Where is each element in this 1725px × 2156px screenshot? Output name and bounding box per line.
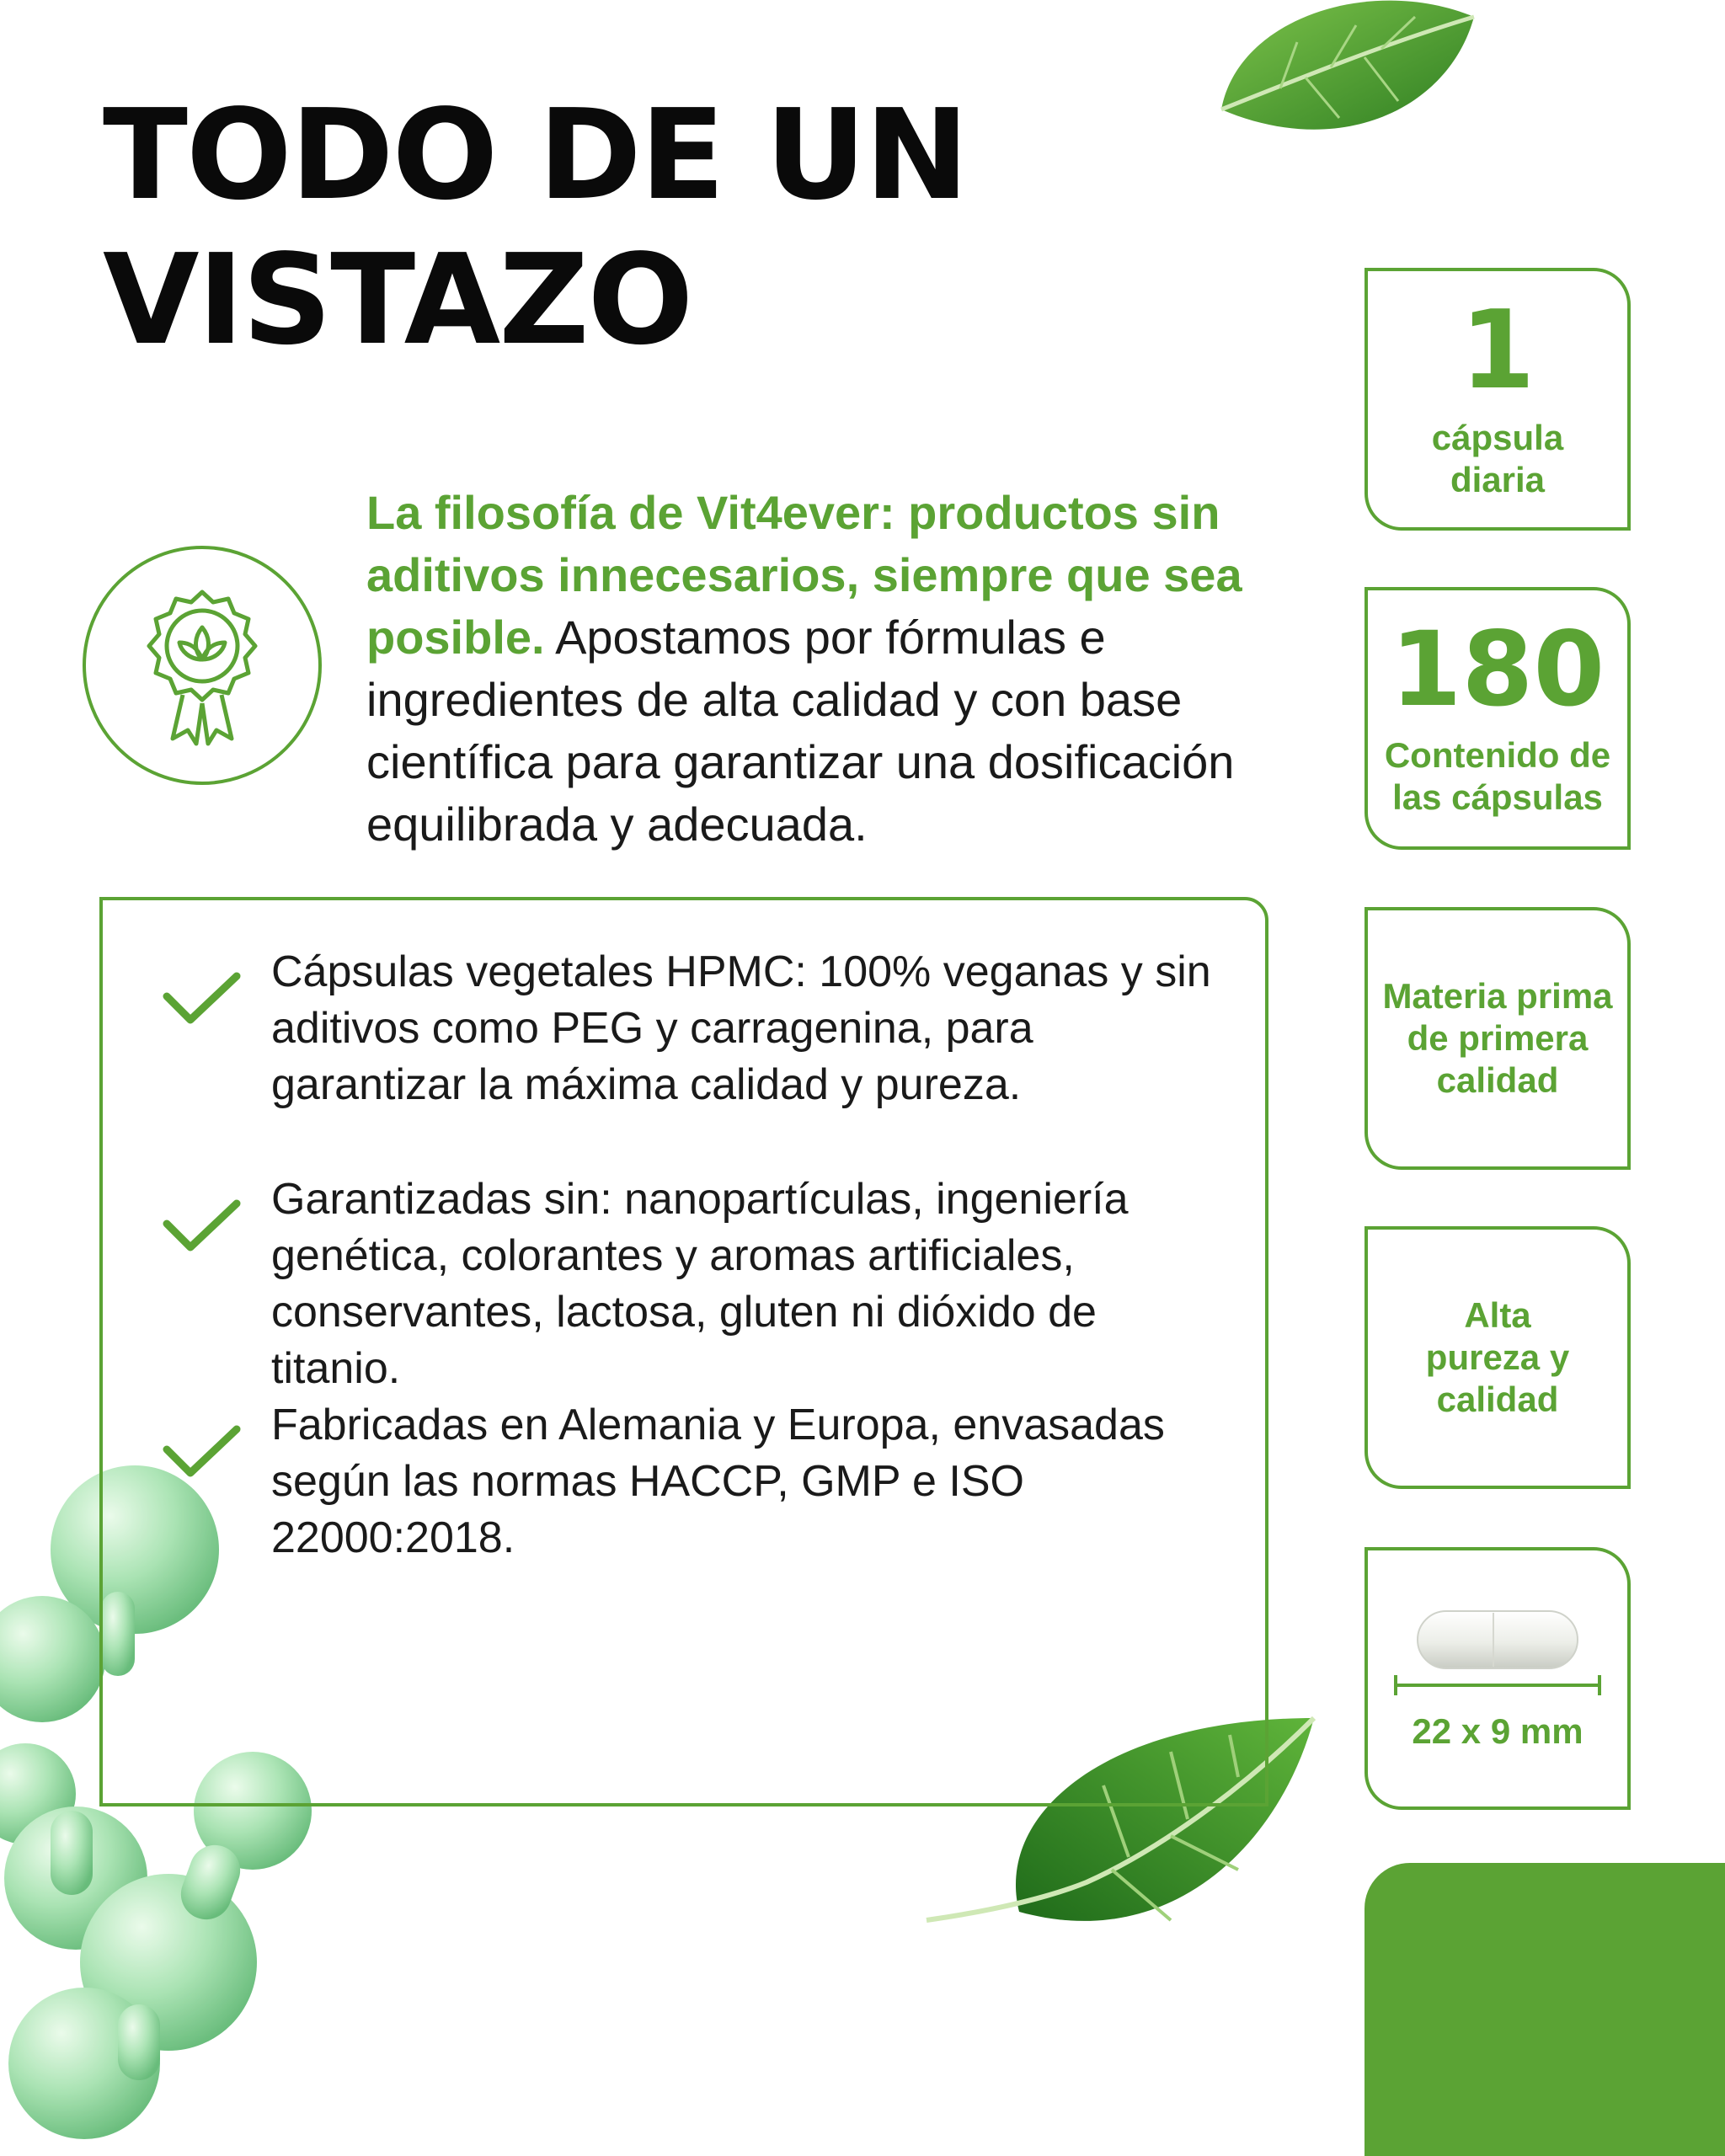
- features-box: [99, 897, 1268, 1806]
- stat-label: Contenido de las cápsulas: [1384, 735, 1611, 817]
- stat-label: 22 x 9 mm: [1412, 1711, 1583, 1751]
- check-icon: [162, 1422, 242, 1481]
- feature-text: Garantizadas sin: nanopartículas, ingeniería genética, colorantes y aromas artificiales, conservantes, lactosa, gluten ni dióxido de titanio.: [271, 1175, 1129, 1393]
- capsule-icon: [1392, 1604, 1603, 1705]
- feature-text: Cápsulas vegetales HPMC: 100% veganas y sin aditivos como PEG y carragenina, para garantizar la máxima calidad y pureza.: [271, 947, 1211, 1109]
- stat-label: Alta pureza y calidad: [1425, 1295, 1570, 1419]
- stat-label: cápsula diaria: [1431, 418, 1564, 499]
- stat-card-capsule-size: [1365, 1547, 1631, 1810]
- stat-card-purity: [1365, 1226, 1631, 1489]
- stat-card-raw-material: [1365, 907, 1631, 1170]
- quality-badge-icon: [80, 543, 324, 787]
- title-line-2: VISTAZO: [103, 227, 692, 372]
- intro-highlight: La filosofía de Vit4ever: productos sin aditivos innecesarios, siempre que sea posible.: [366, 486, 1242, 664]
- title-line-1: TODO DE UN: [103, 83, 968, 227]
- stat-label: Materia prima de primera calidad: [1382, 976, 1613, 1100]
- intro-paragraph: [366, 482, 1242, 856]
- green-corner-block: [1365, 1863, 1725, 2156]
- feature-text: Fabricadas en Alemania y Europa, envasadas según las normas HACCP, GMP e ISO 22000:2018.: [271, 1401, 1165, 1562]
- stat-number: 1: [1460, 288, 1535, 414]
- stat-card-daily-dose: [1365, 268, 1631, 531]
- check-icon: [162, 969, 242, 1028]
- page-title: [103, 83, 967, 372]
- leaf-icon: [1204, 0, 1482, 168]
- check-icon: [162, 1197, 242, 1256]
- stat-card-capsule-count: [1365, 587, 1631, 850]
- intro-body: Apostamos por fórmulas e ingredientes de alta calidad y con base científica para garantizar una dosificación equilibrada y adecuada.: [366, 611, 1235, 851]
- stat-number: 180: [1390, 610, 1605, 729]
